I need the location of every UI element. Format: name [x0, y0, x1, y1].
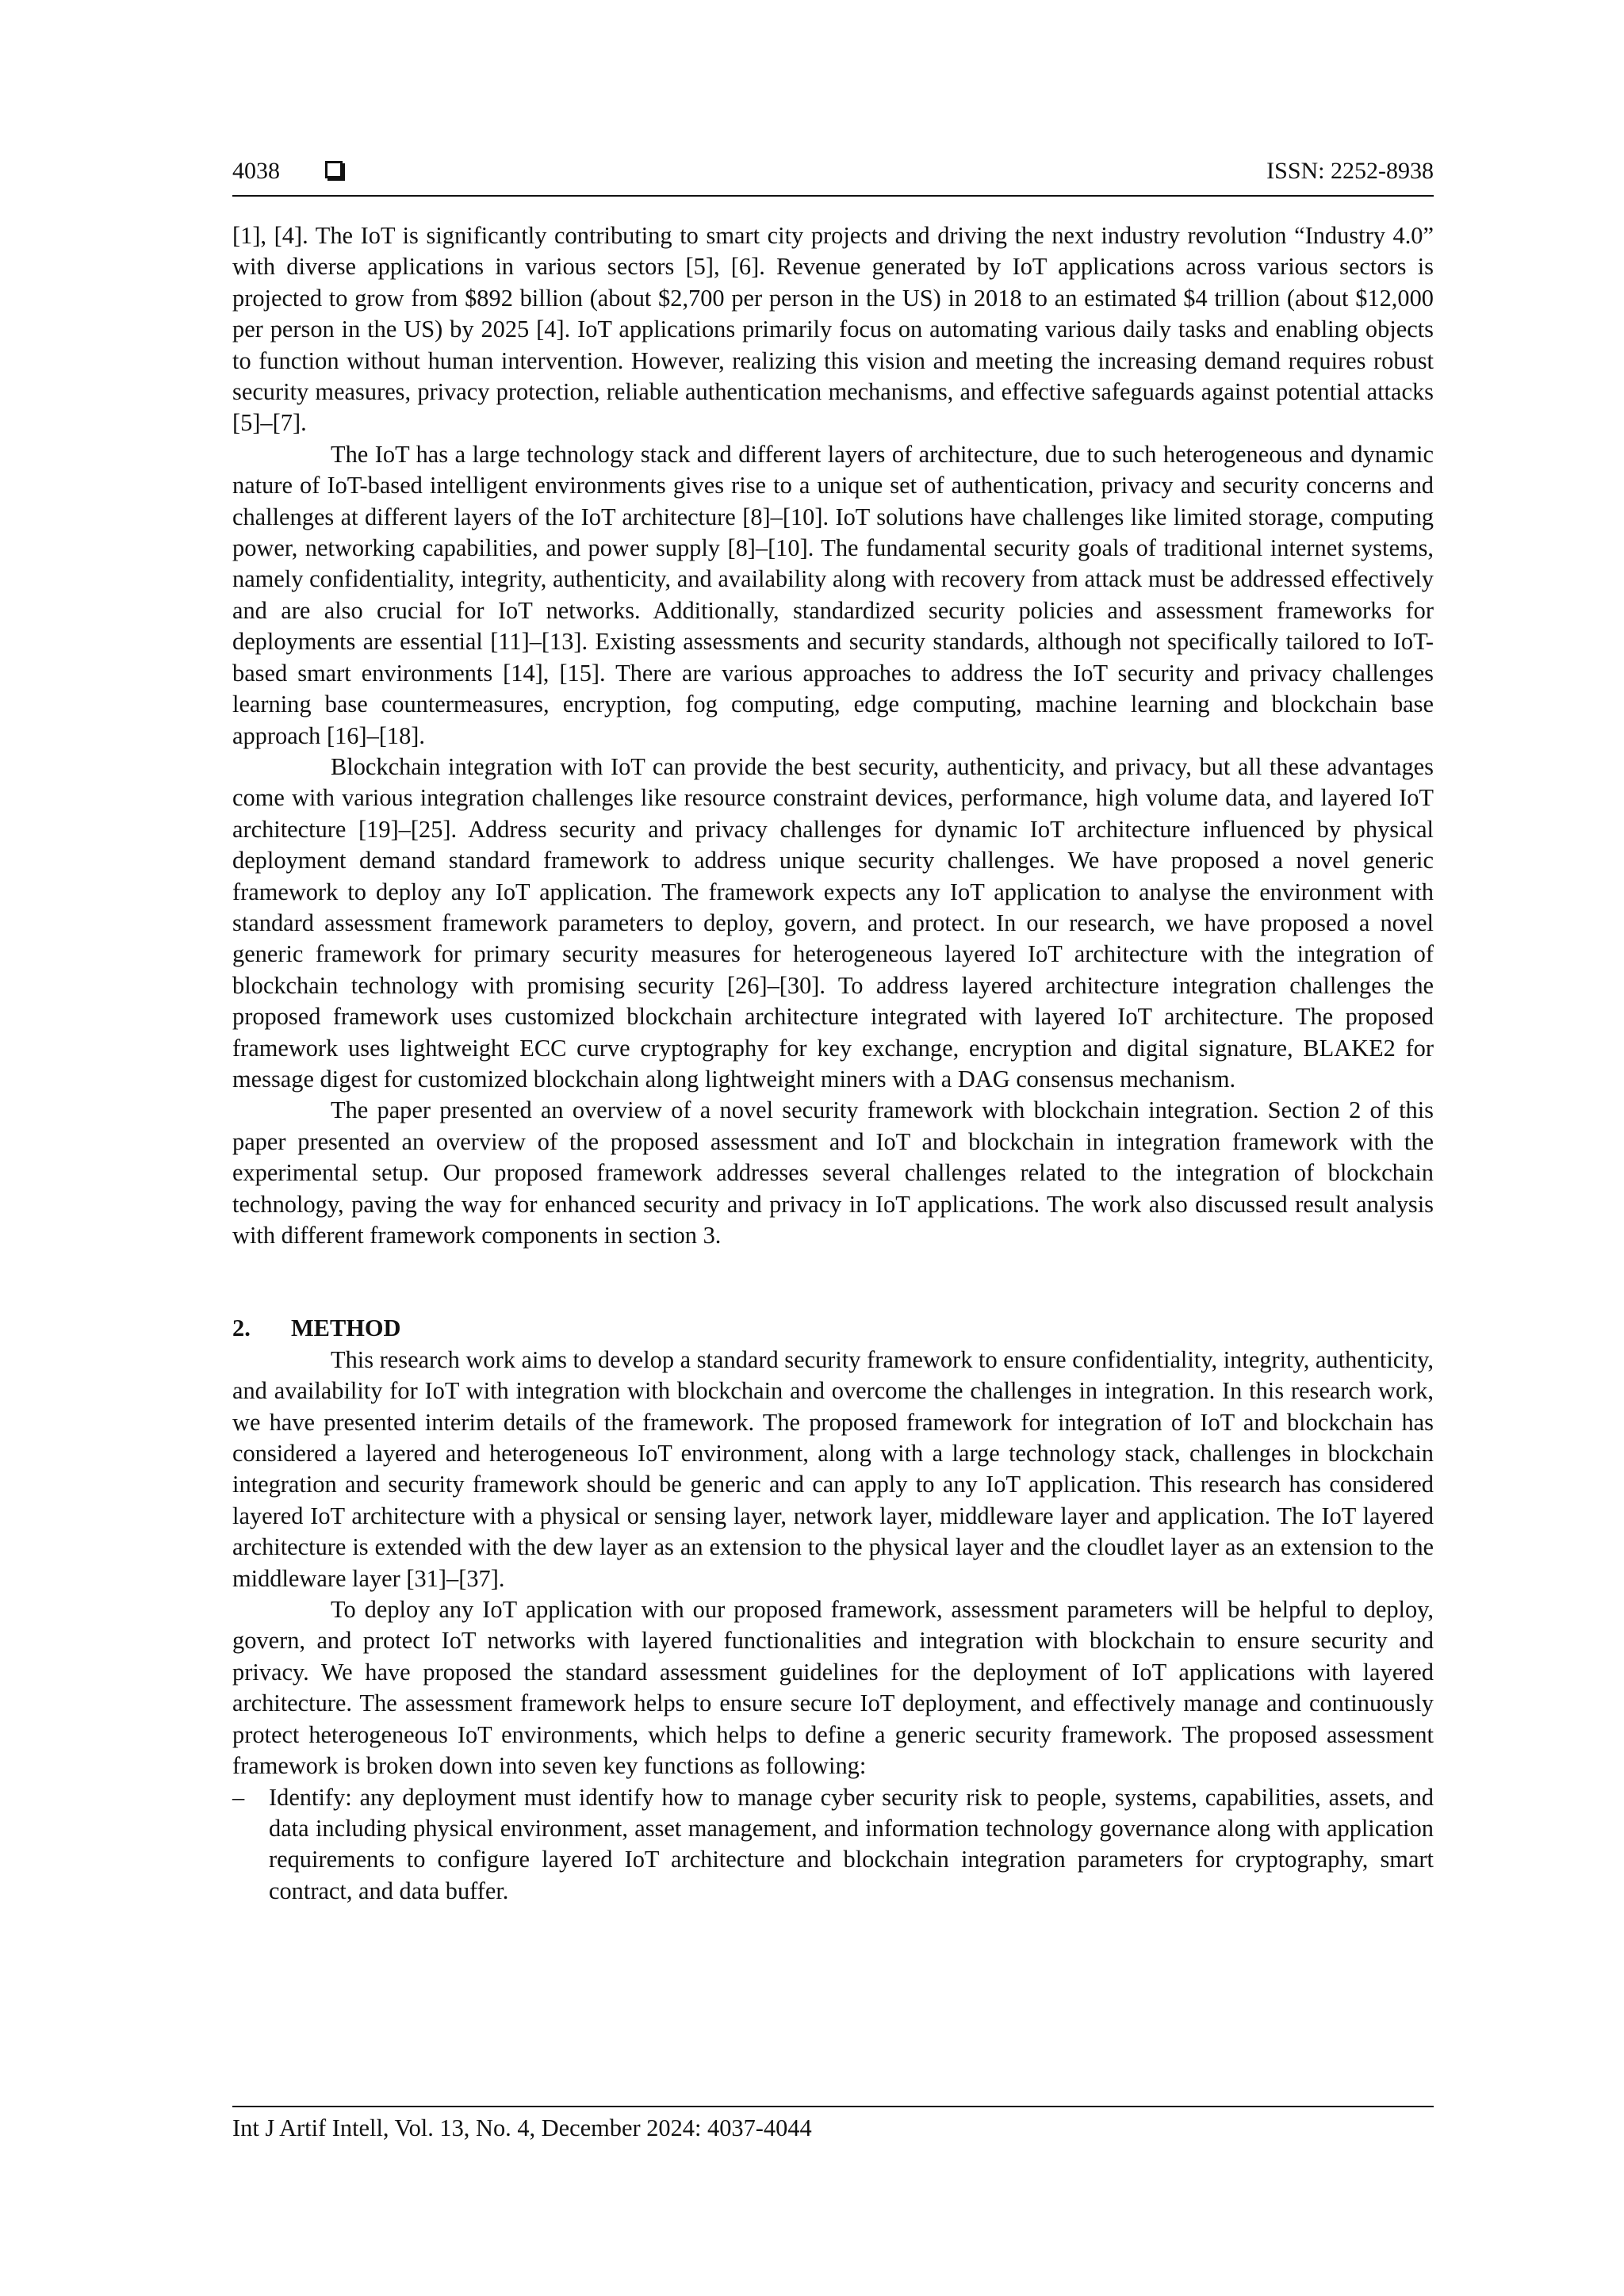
page-body	[232, 220, 1434, 1907]
footer-citation: Int J Artif Intell, Vol. 13, No. 4, December 2024: 4037-4044	[232, 2114, 812, 2141]
page-number: 4038	[232, 158, 280, 184]
paragraph-intro-1: [1], [4]. The IoT is significantly contributing to smart city projects and driving the next industry revolution “Industry 4.0” with diverse applications in various sectors [5], [6]. Revenue generated by IoT applications across various sectors is projected to grow from $892 billion (about $2,700 per person in the US) in 2018 to an estimated $4 trillion (about $12,000 per person in the US) by 2025 [4]. IoT applications primarily focus on automating various daily tasks and enabling objects to function without human intervention. However, realizing this vision and meeting the increasing demand requires robust security measures, privacy protection, reliable authentication mechanisms, and effective safeguards against potential attacks [5]–[7].	[232, 222, 1434, 437]
ballot-box-icon	[325, 161, 343, 178]
page-header	[232, 155, 1434, 193]
list-item-text: Identify: any deployment must identify how to manage cyber security risk to people, systems, capabilities, assets, and data including physical environment, asset management, and information technology governance along with application requirements to configure layered IoT architecture and blockchain integration parameters for cryptography, smart contract, and data buffer.	[269, 1783, 1434, 1904]
paragraph-method-2: To deploy any IoT application with our proposed framework, assessment parameters will be helpful to deploy, govern, and protect IoT networks with layered functionalities and integration with blockchain to ensure security and privacy. We have proposed the standard assessment guidelines for the deployment of IoT applications with layered architecture. The assessment framework helps to ensure secure IoT deployment, and effectively manage and continuously protect heterogeneous IoT environments, which helps to define a generic security framework. The proposed assessment framework is broken down into seven key functions as following:	[232, 1596, 1434, 1780]
paragraph-intro-3: Blockchain integration with IoT can provide the best security, authenticity, and privacy, but all these advantages come with various integration challenges like resource constraint devices, performance, high volume data, and layered IoT architecture [19]–[25]. Address security and privacy challenges for dynamic IoT architecture influenced by physical deployment demand standard framework to address unique security challenges. We have proposed a novel generic framework to deploy any IoT application. The framework expects any IoT application to analyse the environment with standard assessment framework parameters to deploy, govern, and protect. In our research, we have proposed a novel generic framework for primary security measures for heterogeneous layered IoT architecture with the integration of blockchain technology with promising security [26]–[30]. To address layered architecture integration challenges the proposed framework uses customized blockchain architecture integrated with layered IoT architecture. The proposed framework uses lightweight ECC curve cryptography for key exchange, encryption and digital signature, BLAKE2 for message digest for customized blockchain along lightweight miners with a DAG consensus mechanism.	[232, 752, 1434, 1093]
section-heading-method	[232, 1313, 1434, 1344]
dash-bullet: –	[232, 1783, 245, 1811]
list-item	[232, 1782, 1434, 1908]
section-number: 2.	[232, 1314, 251, 1342]
footer-divider	[232, 2106, 1434, 2107]
paragraph-intro-4: The paper presented an overview of a novel security framework with blockchain integration. Section 2 of this paper presented an overview of the proposed assessment and IoT and blockchain in integration framework with the experimental setup. Our proposed framework addresses several challenges related to the integration of blockchain technology, paving the way for enhanced security and privacy in IoT applications. The work also discussed result analysis with different framework components in section 3.	[232, 1096, 1434, 1249]
header-divider	[232, 195, 1434, 197]
paragraph-intro-2: The IoT has a large technology stack and different layers of architecture, due to such heterogeneous and dynamic nature of IoT-based intelligent environments gives rise to a unique set of authentication, privacy and security concerns and challenges at different layers of the IoT architecture [8]–[10]. IoT solutions have challenges like limited storage, computing power, networking capabilities, and power supply [8]–[10]. The fundamental security goals of traditional internet systems, namely confidentiality, integrity, authenticity, and availability along with recovery from attack must be addressed effectively and are also crucial for IoT networks. Additionally, standardized security policies and assessment frameworks for deployments are essential [11]–[13]. Existing assessments and security standards, although not specifically tailored to IoT-based smart environments [14], [15]. There are various approaches to address the IoT security and privacy challenges learning base countermeasures, encryption, fog computing, edge computing, machine learning and blockchain base approach [16]–[18].	[232, 440, 1434, 749]
paragraph-method-1: This research work aims to develop a standard security framework to ensure confidentiality, integrity, authenticity, and availability for IoT with integration with blockchain and overcome the challenges in integration. In this research work, we have presented interim details of the framework. The proposed framework for integration of IoT and blockchain has considered a layered and heterogeneous IoT environment, along with a large technology stack, challenges in blockchain integration and security framework should be generic and can apply to any IoT application. This research has considered layered IoT architecture with a physical or sensing layer, network layer, middleware layer and application. The IoT layered architecture is extended with the dew layer as an extension to the physical layer and the cloudlet layer as an extension to the middleware layer [31]–[37].	[232, 1345, 1434, 1592]
function-list	[232, 1782, 1434, 1908]
issn-label: ISSN: 2252-8938	[1266, 158, 1434, 184]
section-title: METHOD	[291, 1314, 401, 1342]
